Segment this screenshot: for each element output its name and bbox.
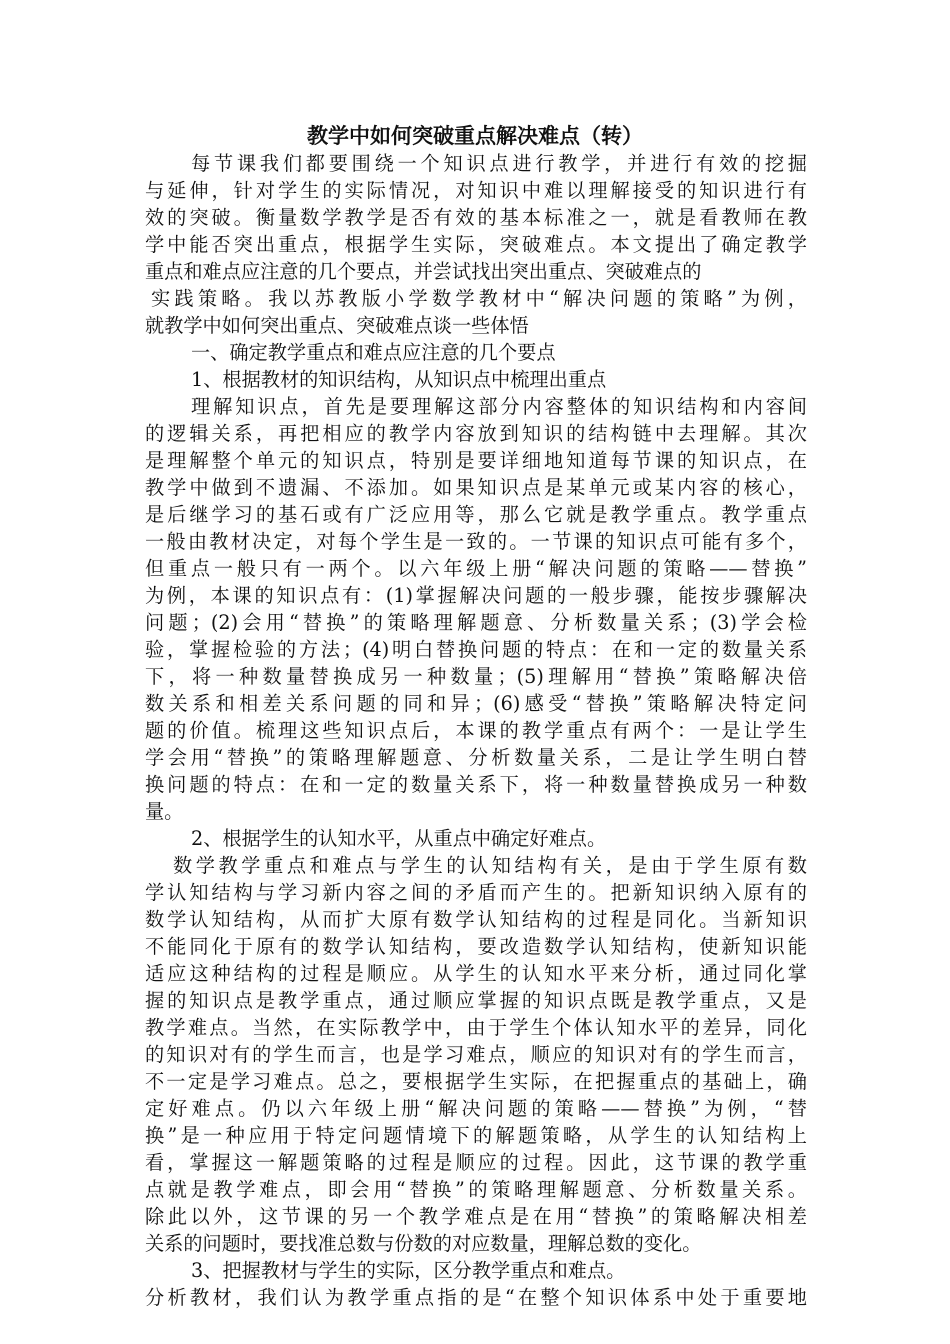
text-line: 不能同化于原有的数学认知结构，要改造数学认知结构，使新知识能	[145, 935, 807, 958]
text-line: 换”是一种应用于特定问题情境下的解题策略，从学生的认知结构上	[145, 1124, 807, 1147]
text-line: 看，掌握这一解题策略的过程是顺应的过程。因此，这节课的教学重	[145, 1151, 807, 1174]
text-line: 教学中做到不遗漏、不添加。如果知识点是某单元或某内容的核心，	[145, 476, 807, 499]
text-line: 是理解整个单元的知识点，特别是要详细地知道每节课的知识点，在	[145, 449, 807, 472]
text-line: 理解知识点，首先是要理解这部分内容整体的知识结构和内容间	[191, 395, 807, 418]
text-line: 数学认知结构，从而扩大原有数学认知结构的过程是同化。当新知识	[145, 908, 807, 931]
text-line: 但重点一般只有一两个。以六年级上册“解决问题的策略——替换”	[145, 557, 807, 580]
text-line: 的逻辑关系，再把相应的教学内容放到知识的结构链中去理解。其次	[145, 422, 807, 445]
document-title: 教学中如何突破重点解决难点（转）	[307, 123, 643, 148]
text-line: 为例，本课的知识点有：(1)掌握解决问题的一般步骤，能按步骤解决	[145, 584, 807, 607]
section-heading: 一、确定教学重点和难点应注意的几个要点	[191, 341, 556, 364]
text-line: 数学教学重点和难点与学生的认知结构有关，是由于学生原有数	[173, 854, 807, 877]
subsection-heading: 3、把握教材与学生的实际，区分教学重点和难点。	[191, 1259, 626, 1282]
text-line: 一般由教材决定，对每个学生是一致的。一节课的知识点可能有多个，	[145, 530, 807, 553]
text-line: 每节课我们都要围绕一个知识点进行教学，并进行有效的挖掘	[191, 152, 807, 175]
text-line: 效的突破。衡量数学教学是否有效的基本标准之一，就是看教师在教	[145, 206, 807, 229]
text-line: 点就是教学难点，即会用“替换”的策略理解题意、分析数量关系。	[145, 1178, 807, 1201]
text-line: 不一定是学习难点。总之，要根据学生实际，在把握重点的基础上，确	[145, 1070, 807, 1093]
text-line: 适应这种结构的过程是顺应。从学生的认知水平来分析，通过同化掌	[145, 962, 807, 985]
text-line: 下，将一种数量替换成另一种数量；(5)理解用“替换”策略解决倍	[145, 665, 807, 688]
text-line: 的知识对有的学生而言，也是学习难点，顺应的知识对有的学生而言，	[145, 1043, 807, 1066]
text-line: 握的知识点是教学重点，通过顺应掌握的知识点既是教学重点，又是	[145, 989, 807, 1012]
text-line: 就教学中如何突出重点、突破难点谈一些体悟	[145, 314, 529, 337]
text-line: 换问题的特点：在和一定的数量关系下，将一种数量替换成另一种数	[145, 773, 807, 796]
subsection-heading: 2、根据学生的认知水平，从重点中确定好难点。	[191, 827, 607, 850]
text-line: 除此以外，这节课的另一个教学难点是在用“替换”的策略解决相差	[145, 1205, 807, 1228]
text-line: 量。	[145, 800, 184, 823]
text-line: 题的价值。梳理这些知识点后，本课的教学重点有两个：一是让学生	[145, 719, 807, 742]
text-line: 实践策略。我以苏教版小学数学教材中“解决问题的策略”为例，	[151, 287, 807, 310]
text-line: 定好难点。仍以六年级上册“解决问题的策略——替换”为例，“替	[145, 1097, 807, 1120]
text-line: 学会用“替换”的策略理解题意、分析数量关系，二是让学生明白替	[145, 746, 807, 769]
text-line: 学认知结构与学习新内容之间的矛盾而产生的。把新知识纳入原有的	[145, 881, 807, 904]
text-line: 验，掌握检验的方法；(4)明白替换问题的特点：在和一定的数量关系	[145, 638, 807, 661]
text-line: 分析教材，我们认为教学重点指的是“在整个知识体系中处于重要地	[145, 1286, 807, 1309]
subsection-heading: 1、根据教材的知识结构，从知识点中梳理出重点	[191, 368, 607, 391]
text-line: 教学难点。当然，在实际教学中，由于学生个体认知水平的差异，同化	[145, 1016, 807, 1039]
text-line: 与延伸，针对学生的实际情况，对知识中难以理解接受的知识进行有	[145, 179, 807, 202]
text-line: 是后继学习的基石或有广泛应用等，那么它就是教学重点。教学重点	[145, 503, 807, 526]
text-line: 重点和难点应注意的几个要点，并尝试找出突出重点、突破难点的	[145, 260, 702, 283]
text-line: 数关系和相差关系问题的同和异；(6)感受“替换”策略解决特定问	[145, 692, 807, 715]
text-line: 学中能否突出重点，根据学生实际，突破难点。本文提出了确定教学	[145, 233, 807, 256]
text-line: 问题；(2)会用“替换”的策略理解题意、分析数量关系；(3)学会检	[145, 611, 807, 634]
text-line: 关系的问题时，要找准总数与份数的对应数量，理解总数的变化。	[145, 1232, 702, 1255]
